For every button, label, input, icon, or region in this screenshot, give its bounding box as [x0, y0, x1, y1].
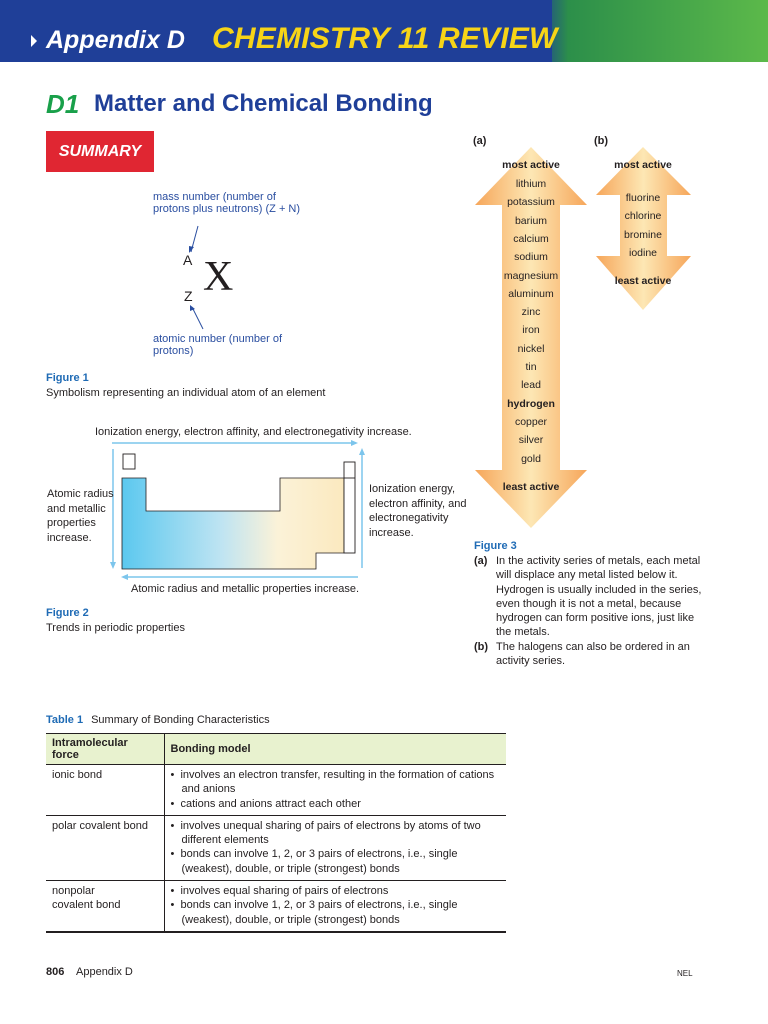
table-row — [46, 765, 506, 816]
metal-item: barium — [514, 214, 548, 227]
bonding-table — [46, 733, 506, 933]
force-cell: polar covalent bond — [46, 815, 164, 880]
metal-item: copper — [514, 415, 548, 428]
figure2-label: Figure 2 — [46, 607, 89, 619]
bullet-text: involves unequal sharing of pairs of electrons by atoms of two different elements — [180, 819, 481, 847]
publisher-mark: NEL — [677, 969, 693, 978]
metal-item: magnesium — [503, 269, 559, 282]
trend-top-label: Ionization energy, electron affinity, and electronegativity increase. — [95, 426, 412, 438]
bullet-point: • involves unequal sharing of pairs of electrons by atoms of two different elements — [170, 819, 481, 847]
metal-item: potassium — [507, 196, 555, 209]
page-title: Matter and Chemical Bonding — [94, 90, 433, 117]
force-cell: nonpolar covalent bond — [46, 881, 164, 932]
appendix-label: Appendix D — [46, 26, 185, 54]
metal-item: tin — [525, 361, 537, 373]
trend-bottom-label: Atomic radius and metallic properties increase. — [131, 583, 360, 595]
halogen-item: chlorine — [624, 210, 662, 223]
halogen-item: bromine — [624, 228, 662, 241]
metals-least-active: least active — [502, 481, 560, 493]
halogens-least-active: least active — [614, 275, 672, 287]
figure3-tag-a: (a) — [473, 135, 487, 147]
footer-appendix: Appendix D — [76, 966, 133, 978]
bullet-text: bonds can involve 1, 2, or 3 pairs of electrons, i.e., single (weakest), double, or triple (strongest) bonds — [180, 848, 458, 875]
header-model: Bonding model — [164, 734, 506, 765]
figure3-caption-a — [474, 554, 704, 640]
summary-badge: SUMMARY — [46, 131, 154, 172]
metals-most-active: most active — [502, 159, 560, 171]
table-header-row — [46, 734, 506, 765]
halogens-most-active: most active — [614, 159, 672, 171]
trend-right-label: Ionization energy, electron affinity, and electronegativity increase. — [369, 483, 467, 539]
bullet-point: • bonds can involve 1, 2, or 3 pairs of electrons, i.e., single (weakest), double, or triple (strongest) bonds — [170, 848, 458, 875]
symbol-mass-number: A — [183, 252, 193, 268]
header-title: CHEMISTRY 11 REVIEW — [212, 22, 558, 55]
figure3-caption-b — [474, 640, 704, 669]
figure1-caption: Symbolism representing an individual atom of an element — [46, 387, 326, 399]
table1-label: Table 1 — [46, 714, 84, 726]
model-cell — [164, 881, 506, 932]
caption-a-text: In the activity series of metals, each metal will displace any metal listed below it. Hydrogen is usually included in the series, even though it is not a metal, because hydrogen can form positive ions, just like the metals. — [496, 555, 702, 639]
metal-item: hydrogen — [507, 397, 555, 410]
bullet-point: • involves an electron transfer, resulting in the formation of cations and anions — [170, 769, 495, 796]
model-cell — [164, 815, 506, 880]
table-row — [46, 881, 506, 932]
symbol-atomic-number: Z — [184, 288, 193, 304]
metal-item: gold — [521, 452, 541, 465]
metal-item: calcium — [513, 232, 549, 245]
trend-left-label: Atomic radius and metallic properties increase. — [47, 488, 114, 544]
metal-item: iron — [522, 324, 540, 337]
bullet-text: cations and anions attract each other — [180, 797, 361, 810]
halogen-item: iodine — [628, 246, 658, 259]
atomic-number-label: atomic number (number of protons) — [153, 333, 282, 357]
table-row — [46, 815, 506, 880]
bullet-text: involves an electron transfer, resulting in the formation of cations and anions — [180, 769, 495, 796]
metal-item: aluminum — [508, 287, 554, 300]
table1-caption-line — [46, 714, 270, 726]
table1-caption: Summary of Bonding Characteristics — [91, 714, 270, 726]
symbol-element: X — [203, 254, 234, 300]
model-cell — [164, 765, 506, 816]
halogen-item: fluorine — [625, 192, 661, 204]
metal-item: lead — [521, 379, 541, 392]
header-force: Intramolecular force — [46, 734, 164, 765]
bullet-point: • cations and anions attract each other — [170, 797, 361, 810]
metal-item: nickel — [517, 342, 545, 355]
caption-b-text: The halogens can also be ordered in an activity series. — [496, 641, 690, 668]
bullet-point: • bonds can involve 1, 2, or 3 pairs of electrons, i.e., single (weakest), double, or triple (strongest) bonds — [170, 899, 458, 926]
section-number: D1 — [46, 89, 80, 119]
metal-item: zinc — [521, 306, 541, 319]
figure2-caption: Trends in periodic properties — [46, 622, 185, 634]
mass-number-label: mass number (number of protons plus neutrons) (Z + N) — [153, 191, 301, 215]
caption-b-letter: (b) — [474, 641, 489, 653]
metal-item: silver — [518, 434, 544, 447]
caption-a-letter: (a) — [474, 555, 488, 567]
figure3-label: Figure 3 — [474, 540, 517, 552]
figure3-tag-b: (b) — [594, 135, 609, 147]
bullet-point: • involves equal sharing of pairs of electrons — [170, 885, 389, 898]
force-cell: ionic bond — [46, 765, 164, 816]
metal-item: lithium — [515, 178, 547, 190]
bullet-text: involves equal sharing of pairs of electrons — [180, 885, 389, 898]
page-number: 806 — [46, 966, 65, 978]
figure1-label: Figure 1 — [46, 372, 89, 384]
metal-item: sodium — [514, 251, 548, 264]
bullet-text: bonds can involve 1, 2, or 3 pairs of electrons, i.e., single (weakest), double, or triple (strongest) bonds — [180, 899, 458, 926]
